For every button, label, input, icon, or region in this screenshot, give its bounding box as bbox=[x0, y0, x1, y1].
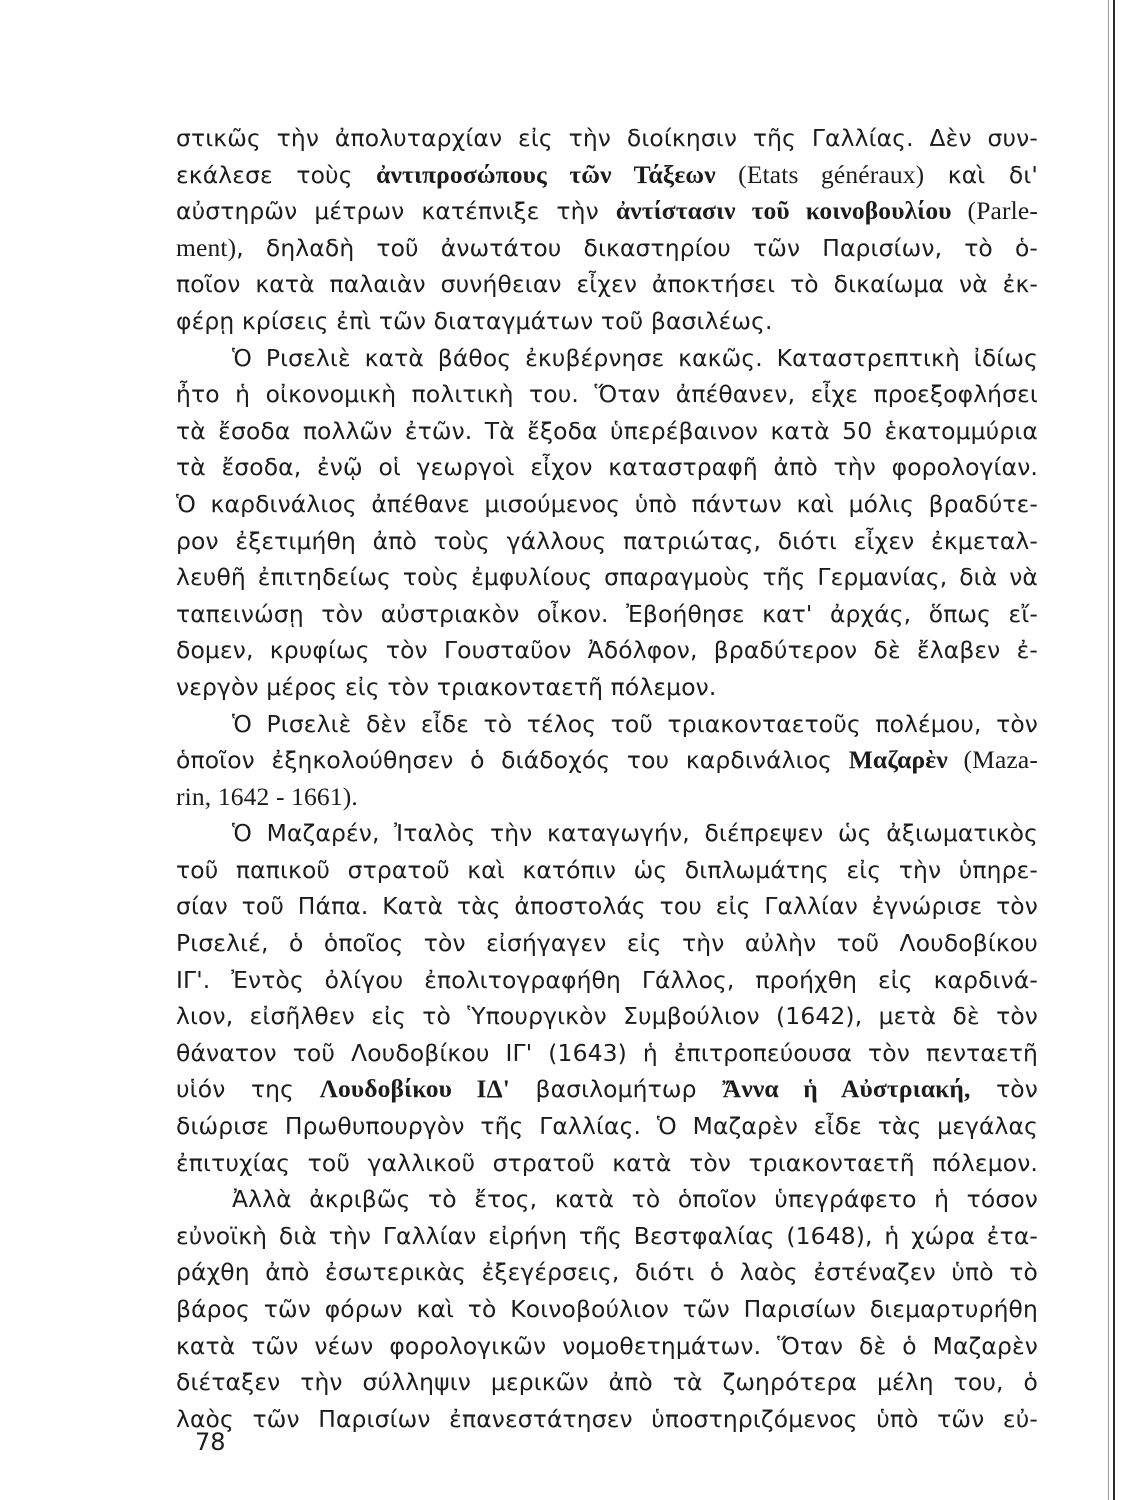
bold-term: Λουδοβίκου ΙΔ' bbox=[319, 1074, 510, 1104]
body-text bbox=[176, 120, 1038, 1437]
text-line: ράχθη ἀπὸ ἐσωτερικὰς ἐξεγέρσεις, διότι ὁ λαὸς ἐστέναζεν ὑπὸ τὸ bbox=[176, 1258, 1038, 1287]
text-line: Ἀλλὰ ἀκριβῶς τὸ ἔτος, κατὰ τὸ ὁποῖον ὑπεγράφετο ἡ τόσον bbox=[232, 1185, 1038, 1214]
latin-term: Etats généraux) bbox=[746, 159, 925, 189]
bold-term: ἀντίστασιν τοῦ κοινοβουλίου bbox=[615, 196, 952, 226]
text-line: θάνατον τοῦ Λουδοβίκου ΙΓ' (1643) ἡ ἐπιτροπεύουσα τὸν πενταετῆ bbox=[176, 1038, 1038, 1067]
text-line: φέρῃ κρίσεις ἐπὶ τῶν διαταγμάτων τοῦ βασιλέως. bbox=[176, 306, 773, 335]
latin-term: Parle- bbox=[976, 196, 1038, 226]
text-line: αὐστηρῶν μέτρων κατέπνιξε τὴν ἀντίστασιν τοῦ κοινοβουλίου (Parle- bbox=[176, 196, 1038, 226]
text-line: ταπεινώσῃ τὸν αὐστριακὸν οἶκον. Ἐβοήθησε κατ' ἀρχάς, ὅπως εἴ- bbox=[176, 599, 1038, 628]
bold-term: Ἄννα ἡ Αὐστριακή, bbox=[722, 1074, 971, 1104]
text-line: ποῖον κατὰ παλαιὰν συνήθειαν εἶχεν ἀποκτήσει τὸ δικαίωμα νὰ ἐκ- bbox=[176, 270, 1038, 299]
text-line: κατὰ τῶν νέων φορολογικῶν νομοθετημάτων. Ὅταν δὲ ὁ Μαζαρὲν bbox=[176, 1331, 1038, 1360]
page-edge-shadow bbox=[1108, 0, 1109, 1500]
bold-term: ἀντιπροσώπους τῶν Τάξεων bbox=[376, 159, 716, 189]
text-line: rin, 1642 - 1661). bbox=[176, 781, 358, 811]
text-line: λαὸς τῶν Παρισίων ἐπανεστάτησεν ὑποστηριζόμενος ὑπὸ τῶν εὐ- bbox=[176, 1404, 1038, 1433]
text-line: ρον ἐξετιμήθη ἀπὸ τοὺς γάλλους πατριώτας, διότι εἶχεν ἐκμεταλ- bbox=[176, 526, 1038, 555]
text-line: Ὁ Ρισελιὲ δὲν εἶδε τὸ τέλος τοῦ τριακονταετοῦς πολέμου, τὸν bbox=[232, 709, 1038, 738]
text-line: ὁποῖον ἐξηκολούθησεν ὁ διάδοχός του καρδινάλιος Μαζαρὲν (Maza- bbox=[176, 745, 1039, 775]
text-line: λευθῆ ἐπιτηδείως τοὺς ἐμφυλίους σπαραγμοὺς τῆς Γερμανίας, διὰ νὰ bbox=[176, 563, 1038, 592]
text-line: βάρος τῶν φόρων καὶ τὸ Κοινοβούλιον τῶν Παρισίων διεμαρτυρήθη bbox=[176, 1295, 1038, 1323]
text-line: Ὁ Μαζαρέν, Ἰταλὸς τὴν καταγωγήν, διέπρεψεν ὡς ἀξιωματικὸς bbox=[232, 819, 1038, 848]
text-line: τὰ ἔσοδα πολλῶν ἐτῶν. Τὰ ἔξοδα ὑπερέβαινον κατὰ 50 ἑκατομμύρια bbox=[176, 416, 1038, 445]
latin-term: Maza- bbox=[972, 745, 1039, 775]
text-line: δομεν, κρυφίως τὸν Γουσταῦον Ἀδόλφον, βραδύτερον δὲ ἔλαβεν ἐ- bbox=[176, 636, 1038, 665]
page-number: 78 bbox=[195, 1428, 226, 1456]
text-line: ἐπιτυχίας τοῦ γαλλικοῦ στρατοῦ κατὰ τὸν τριακονταετῆ πόλεμον. bbox=[176, 1148, 1038, 1177]
text-line: τοῦ παπικοῦ στρατοῦ καὶ κατόπιν ὡς διπλωμάτης εἰς τὴν ὑπηρε- bbox=[176, 855, 1038, 884]
text-line: διώρισε Πρωθυπουργὸν τῆς Γαλλίας. Ὁ Μαζαρὲν εἶδε τὰς μεγάλας bbox=[176, 1112, 1038, 1141]
text-line: διέταξεν τὴν σύλληψιν μερικῶν ἀπὸ τὰ ζωηρότερα μέλη του, ὁ bbox=[176, 1368, 1038, 1397]
text-line: ἦτο ἡ οἰκονομικὴ πολιτικὴ του. Ὅταν ἀπέθανεν, εἶχε προεξοφλήσει bbox=[176, 380, 1038, 409]
text-line: υἱόν της Λουδοβίκου ΙΔ' βασιλομήτωρ Ἄννα ἡ Αὐστριακή, τὸν bbox=[176, 1074, 1038, 1104]
page-edge bbox=[1113, 0, 1115, 1500]
text-line: νεργὸν μέρος εἰς τὸν τριακονταετῆ πόλεμον. bbox=[176, 672, 717, 701]
text-line: τὰ ἔσοδα, ἐνῷ οἱ γεωργοὶ εἶχον καταστραφῆ ἀπὸ τὴν φορολογίαν. bbox=[176, 453, 1038, 482]
latin-term: ment) bbox=[176, 232, 237, 262]
text-line: ment), δηλαδὴ τοῦ ἀνωτάτου δικαστηρίου τῶν Παρισίων, τὸ ὁ- bbox=[176, 232, 1038, 262]
text-line: εὐνοϊκὴ διὰ τὴν Γαλλίαν εἰρήνη τῆς Βεστφαλίας (1648), ἡ χώρα ἐτα- bbox=[176, 1221, 1038, 1250]
bold-term: Μαζαρὲν bbox=[848, 745, 948, 775]
text-line: στικῶς τὴν ἀπολυταρχίαν εἰς τὴν διοίκησιν τῆς Γαλλίας. Δὲν συν- bbox=[176, 124, 1038, 152]
text-line: λιον, εἰσῆλθεν εἰς τὸ Ὑπουργικὸν Συμβούλιον (1642), μετὰ δὲ τὸν bbox=[176, 1002, 1038, 1031]
text-line: Ὁ καρδινάλιος ἀπέθανε μισούμενος ὑπὸ πάντων καὶ μόλις βραδύτε- bbox=[176, 489, 1038, 518]
text-line: εκάλεσε τοὺς ἀντιπροσώπους τῶν Τάξεων (Etats généraux) καὶ δι' bbox=[176, 159, 1038, 189]
text-line: Ρισελιέ, ὁ ὁποῖος τὸν εἰσήγαγεν εἰς τὴν αὐλὴν τοῦ Λουδοβίκου bbox=[176, 929, 1038, 958]
text-line: Ὁ Ρισελιὲ κατὰ βάθος ἐκυβέρνησε κακῶς. Καταστρεπτικὴ ἰδίως bbox=[232, 343, 1038, 372]
text-line: ΙΓ'. Ἐντὸς ὀλίγου ἐπολιτογραφήθη Γάλλος, προήχθη εἰς καρδινά- bbox=[176, 965, 1038, 994]
text-line: σίαν τοῦ Πάπα. Κατὰ τὰς ἀποστολάς του εἰς Γαλλίαν ἐγνώρισε τὸν bbox=[176, 892, 1038, 921]
